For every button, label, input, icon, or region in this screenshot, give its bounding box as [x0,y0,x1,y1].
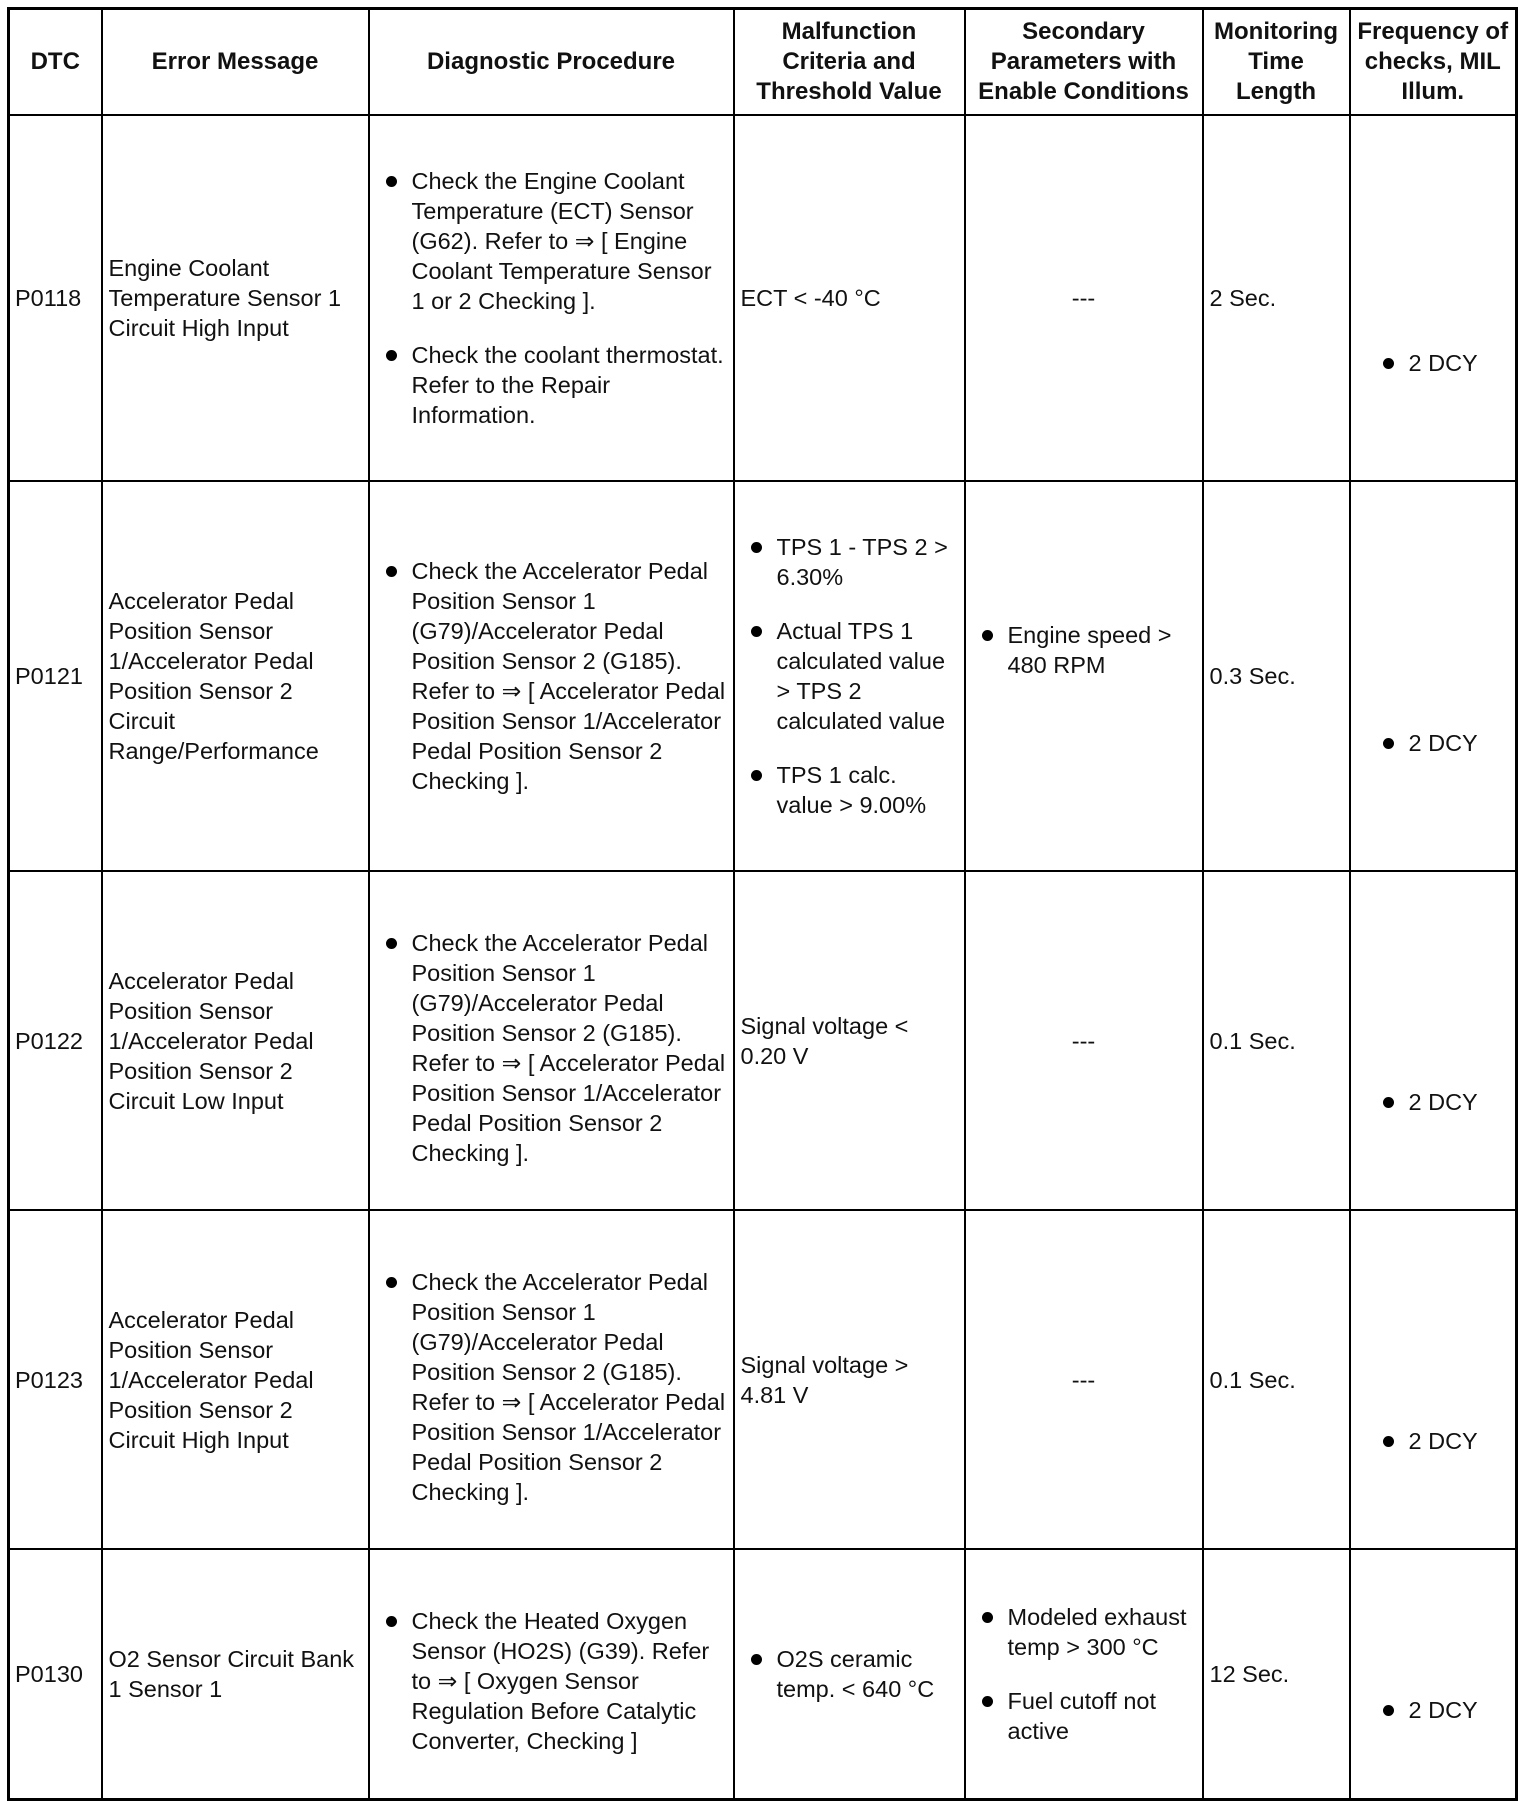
table-row [9,481,1517,871]
monitoring-time: 0.1 Sec. [1203,1210,1350,1549]
header-secondary-parameters: Secondary Parameters with Enable Conditions [965,9,1203,116]
secondary-item: Modeled exhaust temp > 300 °C [972,1602,1196,1662]
table-row [9,871,1517,1210]
criteria-item: TPS 1 - TPS 2 > 6.30% [741,532,958,592]
malfunction-criteria: Signal voltage < 0.20 V [734,871,965,1210]
procedure-step: Check the Accelerator Pedal Position Sensor 1 (G79)/Accelerator Pedal Position Sensor 2 (G185). Refer to ⇒ [ Accelerator Pedal Position Sensor 1/Accelerator Pedal Position Sensor 2 Checking ]. [376,556,727,796]
header-error-message: Error Message [102,9,369,116]
error-message: Accelerator Pedal Position Sensor 1/Accelerator Pedal Position Sensor 2 Circuit High Input [102,1210,369,1549]
malfunction-criteria: ECT < -40 °C [734,115,965,481]
malfunction-criteria [734,1549,965,1799]
dtc-table [7,7,1518,1801]
header-row [9,9,1517,116]
secondary-parameters: --- [965,871,1203,1210]
procedure-step: Check the Accelerator Pedal Position Sensor 1 (G79)/Accelerator Pedal Position Sensor 2 (G185). Refer to ⇒ [ Accelerator Pedal Position Sensor 1/Accelerator Pedal Position Sensor 2 Checking ]. [376,1267,727,1507]
secondary-parameters: --- [965,115,1203,481]
dtc-code: P0118 [9,115,102,481]
criteria-item: Actual TPS 1 calculated value > TPS 2 calculated value [741,616,958,736]
secondary-item: Fuel cutoff not active [972,1686,1196,1746]
frequency-cell [1350,481,1517,871]
frequency-cell [1350,1210,1517,1549]
diagnostic-procedure [369,1549,734,1799]
error-message: Engine Coolant Temperature Sensor 1 Circuit High Input [102,115,369,481]
error-message: O2 Sensor Circuit Bank 1 Sensor 1 [102,1549,369,1799]
error-message: Accelerator Pedal Position Sensor 1/Accelerator Pedal Position Sensor 2 Circuit Low Input [102,871,369,1210]
frequency-value: 2 DCY [1357,348,1510,378]
procedure-step: Check the Heated Oxygen Sensor (HO2S) (G39). Refer to ⇒ [ Oxygen Sensor Regulation Before Catalytic Converter, Checking ] [376,1606,727,1756]
header-malfunction-criteria: Malfunction Criteria and Threshold Value [734,9,965,116]
header-dtc: DTC [9,9,102,116]
frequency-value: 2 DCY [1357,728,1510,758]
secondary-item: Engine speed > 480 RPM [972,620,1196,680]
secondary-parameters [965,1549,1203,1799]
table-row [9,1210,1517,1549]
malfunction-criteria [734,481,965,871]
procedure-step: Check the Accelerator Pedal Position Sensor 1 (G79)/Accelerator Pedal Position Sensor 2 (G185). Refer to ⇒ [ Accelerator Pedal Position Sensor 1/Accelerator Pedal Position Sensor 2 Checking ]. [376,928,727,1168]
criteria-item: TPS 1 calc. value > 9.00% [741,760,958,820]
diagnostic-procedure [369,1210,734,1549]
criteria-item: O2S ceramic temp. < 640 °C [741,1644,958,1704]
dtc-code: P0123 [9,1210,102,1549]
header-monitoring-time: Monitoring Time Length [1203,9,1350,116]
malfunction-criteria: Signal voltage > 4.81 V [734,1210,965,1549]
dtc-code: P0121 [9,481,102,871]
monitoring-time: 12 Sec. [1203,1549,1350,1799]
diagnostic-procedure [369,481,734,871]
dtc-code: P0130 [9,1549,102,1799]
diagnostic-procedure [369,115,734,481]
frequency-value: 2 DCY [1357,1426,1510,1456]
header-frequency: Frequency of checks, MIL Illum. [1350,9,1517,116]
frequency-cell [1350,115,1517,481]
diagnostic-procedure [369,871,734,1210]
table-row [9,1549,1517,1799]
procedure-step: Check the Engine Coolant Temperature (ECT) Sensor (G62). Refer to ⇒ [ Engine Coolant Temperature Sensor 1 or 2 Checking ]. [376,166,727,316]
procedure-step: Check the coolant thermostat. Refer to the Repair Information. [376,340,727,430]
frequency-value: 2 DCY [1357,1087,1510,1117]
secondary-parameters [965,481,1203,871]
frequency-cell [1350,871,1517,1210]
monitoring-time: 0.3 Sec. [1203,481,1350,871]
table-row [9,115,1517,481]
dtc-code: P0122 [9,871,102,1210]
monitoring-time: 2 Sec. [1203,115,1350,481]
frequency-value: 2 DCY [1357,1695,1510,1725]
secondary-parameters: --- [965,1210,1203,1549]
header-diagnostic-procedure: Diagnostic Procedure [369,9,734,116]
monitoring-time: 0.1 Sec. [1203,871,1350,1210]
error-message: Accelerator Pedal Position Sensor 1/Accelerator Pedal Position Sensor 2 Circuit Range/Performance [102,481,369,871]
frequency-cell [1350,1549,1517,1799]
